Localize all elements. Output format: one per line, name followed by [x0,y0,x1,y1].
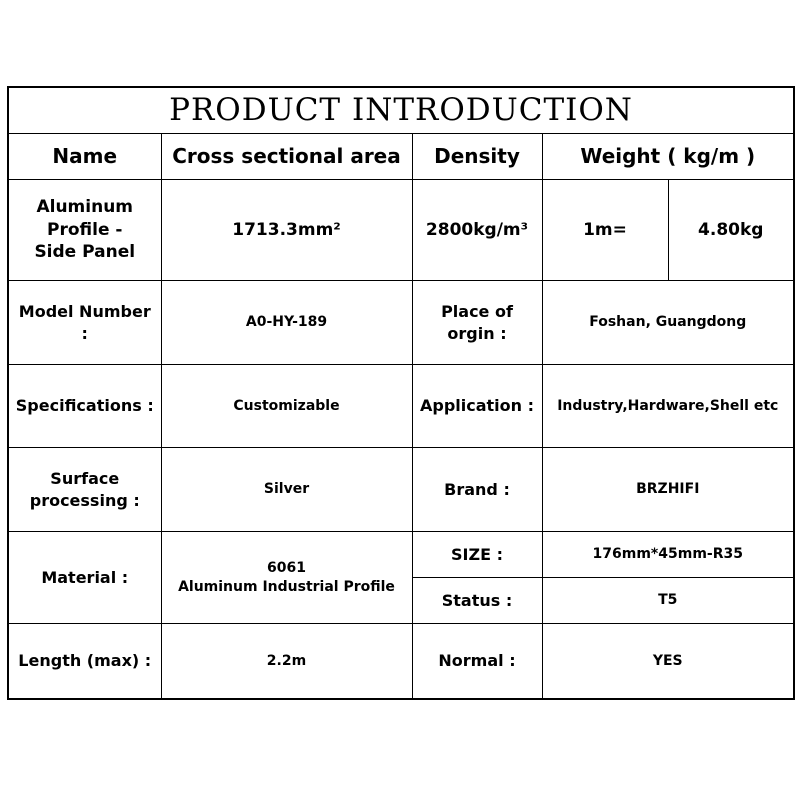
surface-label [8,448,161,532]
product-introduction-sheet [7,86,793,699]
surface-value: Silver [161,448,412,532]
application-label: Application : [412,365,542,448]
product-name-line: Profile - [47,219,123,240]
brand-value: BRZHIFI [542,448,794,532]
length-value: 2.2m [161,624,412,700]
density-value: 2800kg/m³ [412,180,542,281]
length-label: Length (max) : [8,624,161,700]
status-label: Status : [412,578,542,624]
cross-section-value: 1713.3mm² [161,180,412,281]
normal-value: YES [542,624,794,700]
material-value [161,532,412,624]
model-value: A0-HY-189 [161,281,412,365]
material-value-line: 6061 [267,559,306,576]
product-name-cell [8,180,161,281]
table-title: PRODUCT INTRODUCTION [8,87,794,134]
spec-table [7,86,795,700]
origin-label-line: orgin : [447,323,507,343]
size-value: 176mm*45mm-R35 [542,532,794,578]
weight-value: 4.80kg [668,180,794,281]
product-name-line: Aluminum [36,196,134,217]
normal-label: Normal : [412,624,542,700]
header-weight: Weight ( kg/m ) [542,134,794,180]
size-label: SIZE : [412,532,542,578]
brand-label: Brand : [412,448,542,532]
origin-label-line: Place of [441,301,513,321]
surface-label-line: Surface [50,468,120,488]
header-density: Density [412,134,542,180]
origin-label [412,281,542,365]
material-value-line: Aluminum Industrial Profile [178,578,395,595]
surface-label-line: processing : [29,490,140,510]
status-value: T5 [542,578,794,624]
header-cross-section: Cross sectional area [161,134,412,180]
product-name-line: Side Panel [34,242,136,263]
origin-value: Foshan, Guangdong [542,281,794,365]
model-label: Model Number : [8,281,161,365]
spec-value: Customizable [161,365,412,448]
unit-length: 1m= [542,180,668,281]
material-label: Material : [8,532,161,624]
header-name: Name [8,134,161,180]
spec-label: Specifications : [8,365,161,448]
application-value: Industry,Hardware,Shell etc [542,365,794,448]
